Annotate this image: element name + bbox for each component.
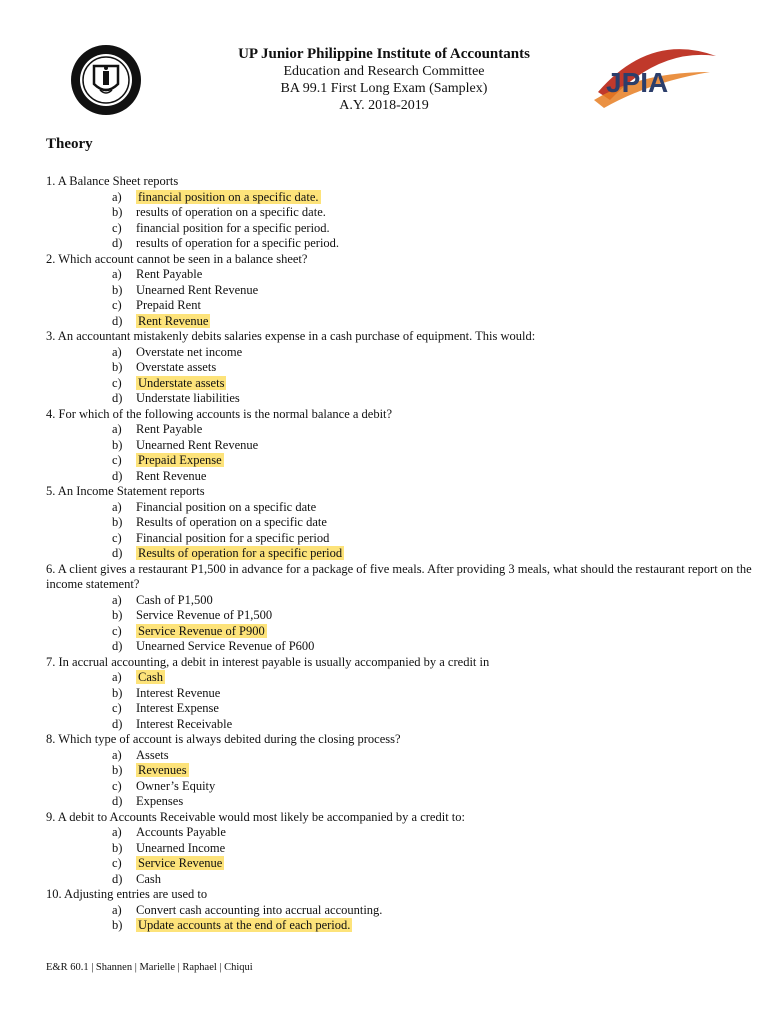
- option-letter: a): [112, 344, 122, 359]
- option-text: Rent Payable: [136, 422, 203, 436]
- option-letter: c): [112, 778, 122, 793]
- option-list: [46, 422, 756, 484]
- question-block: [46, 732, 756, 810]
- jpia-logo-text: JPIA: [606, 67, 669, 98]
- option-text: results of operation for a specific period.: [136, 236, 340, 250]
- question-text: 1. A Balance Sheet reports: [46, 174, 179, 188]
- question-block: [46, 329, 756, 407]
- option-list: [46, 748, 756, 810]
- option-letter: b): [112, 685, 123, 700]
- option-letter: c): [112, 530, 122, 545]
- option-text: Understate liabilities: [136, 391, 240, 405]
- question-text: 5. An Income Statement reports: [46, 484, 205, 498]
- option-text: Cash of P1,500: [136, 592, 213, 607]
- option-text: Accounts Payable: [136, 825, 226, 839]
- option-text: Interest Expense: [136, 701, 219, 715]
- option-letter: d): [112, 794, 123, 808]
- option-text: results of operation on a specific date.: [136, 205, 326, 219]
- option-text: Unearned Rent Revenue: [136, 437, 259, 452]
- option-text: financial position for a specific period.: [136, 220, 330, 235]
- answer-option: [46, 624, 756, 640]
- option-list: [46, 670, 756, 732]
- answer-option: [46, 872, 756, 888]
- option-list: [46, 825, 756, 887]
- option-letter: a): [112, 189, 122, 204]
- answer-option: [46, 701, 756, 717]
- option-letter: b): [112, 918, 123, 932]
- option-text: Assets: [136, 747, 169, 762]
- answer-option: [46, 190, 756, 206]
- option-letter: a): [112, 902, 122, 917]
- option-letter: c): [112, 856, 122, 870]
- option-text: Financial position for a specific period: [136, 530, 330, 545]
- option-letter: b): [112, 840, 123, 855]
- option-list: [46, 500, 756, 562]
- exam-title: BA 99.1 First Long Exam (Samplex): [280, 81, 488, 96]
- option-letter: d): [112, 871, 123, 886]
- highlighted-answer-text: Service Revenue of P900: [138, 623, 265, 638]
- question-text: 6. A client gives a restaurant P1,500 in advance for a package of five meals. After providing 3 meals, what should the restaurant report on the income statement?: [46, 561, 752, 591]
- option-letter: b): [112, 282, 123, 297]
- page-footer: E&R 60.1 | Shannen | Marielle | Raphael | Chiqui: [46, 962, 253, 973]
- answer-option: [46, 205, 756, 221]
- option-letter: a): [112, 670, 122, 684]
- answer-option: [46, 314, 756, 330]
- option-text: Convert cash accounting into accrual accounting.: [136, 902, 383, 917]
- question-block: [46, 562, 756, 655]
- option-letter: d): [112, 236, 123, 250]
- option-text: Rent Revenue: [136, 468, 207, 483]
- answer-option: [46, 236, 756, 252]
- answer-option: [46, 717, 756, 733]
- question-block: [46, 655, 756, 733]
- option-text: Prepaid Rent: [136, 298, 201, 312]
- question-block: [46, 174, 756, 252]
- answer-option: [46, 298, 756, 314]
- option-list: [46, 903, 756, 934]
- answer-option: [46, 267, 756, 283]
- option-letter: b): [112, 763, 123, 777]
- option-letter: c): [112, 375, 122, 390]
- answer-option: [46, 856, 756, 872]
- highlighted-answer-text: Prepaid Expense: [138, 453, 222, 467]
- option-letter: b): [112, 205, 123, 219]
- answer-option: [46, 670, 756, 686]
- option-list: [46, 593, 756, 655]
- option-text: Interest Revenue: [136, 685, 221, 700]
- highlighted-answer-text: financial position on a specific date.: [138, 189, 319, 204]
- option-letter: b): [112, 515, 123, 529]
- option-letter: a): [112, 422, 122, 436]
- option-letter: c): [112, 453, 122, 467]
- answer-option: [46, 391, 756, 407]
- answer-option: [46, 515, 756, 531]
- option-letter: d): [112, 391, 123, 405]
- question-block: [46, 407, 756, 485]
- question-text: 8. Which type of account is always debited during the closing process?: [46, 732, 401, 746]
- answer-option: [46, 283, 756, 299]
- answer-option: [46, 748, 756, 764]
- answer-option: [46, 360, 756, 376]
- answer-option: [46, 841, 756, 857]
- option-letter: c): [112, 701, 122, 715]
- answer-option: [46, 608, 756, 624]
- option-text: Overstate assets: [136, 360, 217, 374]
- option-letter: a): [112, 747, 122, 762]
- highlighted-answer-text: Understate assets: [138, 375, 225, 390]
- answer-option: [46, 794, 756, 810]
- question-text: 4. For which of the following accounts is the normal balance a debit?: [46, 406, 393, 421]
- highlighted-answer-text: Revenues: [138, 763, 187, 777]
- answer-option: [46, 345, 756, 361]
- option-text: Interest Receivable: [136, 716, 233, 731]
- option-letter: c): [112, 298, 122, 312]
- answer-option: [46, 763, 756, 779]
- answer-option: [46, 903, 756, 919]
- option-letter: d): [112, 468, 123, 483]
- option-letter: b): [112, 437, 123, 452]
- question-text: 2. Which account cannot be seen in a balance sheet?: [46, 251, 308, 266]
- question-text: 9. A debit to Accounts Receivable would most likely be accompanied by a credit to:: [46, 809, 465, 824]
- answer-option: [46, 453, 756, 469]
- academic-year: A.Y. 2018-2019: [339, 98, 429, 113]
- option-list: [46, 345, 756, 407]
- option-letter: d): [112, 546, 123, 560]
- answer-option: [46, 422, 756, 438]
- option-letter: d): [112, 313, 123, 328]
- option-text: Cash: [136, 871, 161, 886]
- highlighted-answer-text: Cash: [138, 670, 163, 684]
- option-letter: a): [112, 499, 122, 514]
- answer-option: [46, 376, 756, 392]
- answer-option: [46, 469, 756, 485]
- answer-option: [46, 438, 756, 454]
- answer-option: [46, 825, 756, 841]
- question-block: [46, 484, 756, 562]
- answer-option: [46, 918, 756, 934]
- jpia-logo: [590, 42, 720, 114]
- question-block: [46, 887, 756, 934]
- section-title: Theory: [46, 136, 93, 152]
- answer-option: [46, 639, 756, 655]
- question-list: [46, 174, 756, 934]
- answer-option: [46, 546, 756, 562]
- option-list: [46, 190, 756, 252]
- option-text: Unearned Service Revenue of P600: [136, 639, 315, 653]
- option-letter: d): [112, 716, 123, 731]
- highlighted-answer-text: Update accounts at the end of each period.: [138, 918, 351, 932]
- highlighted-answer-text: Results of operation for a specific period: [138, 546, 343, 560]
- option-text: Expenses: [136, 794, 184, 808]
- option-letter: b): [112, 360, 123, 374]
- answer-option: [46, 500, 756, 516]
- option-text: Owner’s Equity: [136, 778, 216, 793]
- question-text: 10. Adjusting entries are used to: [46, 887, 208, 901]
- option-letter: c): [112, 623, 122, 638]
- highlighted-answer-text: Rent Revenue: [138, 313, 209, 328]
- option-list: [46, 267, 756, 329]
- option-text: Financial position on a specific date: [136, 499, 317, 514]
- option-text: Service Revenue of P1,500: [136, 608, 273, 622]
- question-text: 7. In accrual accounting, a debit in interest payable is usually accompanied by a credit in: [46, 654, 490, 669]
- question-block: [46, 810, 756, 888]
- question-block: [46, 252, 756, 330]
- committee-name: Education and Research Committee: [283, 64, 485, 79]
- answer-option: [46, 779, 756, 795]
- option-letter: a): [112, 267, 122, 281]
- answer-option: [46, 686, 756, 702]
- option-text: Overstate net income: [136, 344, 243, 359]
- option-text: Unearned Rent Revenue: [136, 282, 259, 297]
- option-letter: a): [112, 825, 122, 839]
- option-letter: c): [112, 220, 122, 235]
- option-text: Rent Payable: [136, 267, 203, 281]
- highlighted-answer-text: Service Revenue: [138, 856, 223, 870]
- option-letter: b): [112, 608, 123, 622]
- answer-option: [46, 221, 756, 237]
- option-text: Results of operation on a specific date: [136, 515, 327, 529]
- option-letter: d): [112, 639, 123, 653]
- answer-option: [46, 531, 756, 547]
- org-name: UP Junior Philippine Institute of Accountants: [238, 46, 530, 62]
- option-text: Unearned Income: [136, 840, 226, 855]
- option-letter: a): [112, 592, 122, 607]
- answer-option: [46, 593, 756, 609]
- question-text: 3. An accountant mistakenly debits salaries expense in a cash purchase of equipment. This would:: [46, 329, 536, 343]
